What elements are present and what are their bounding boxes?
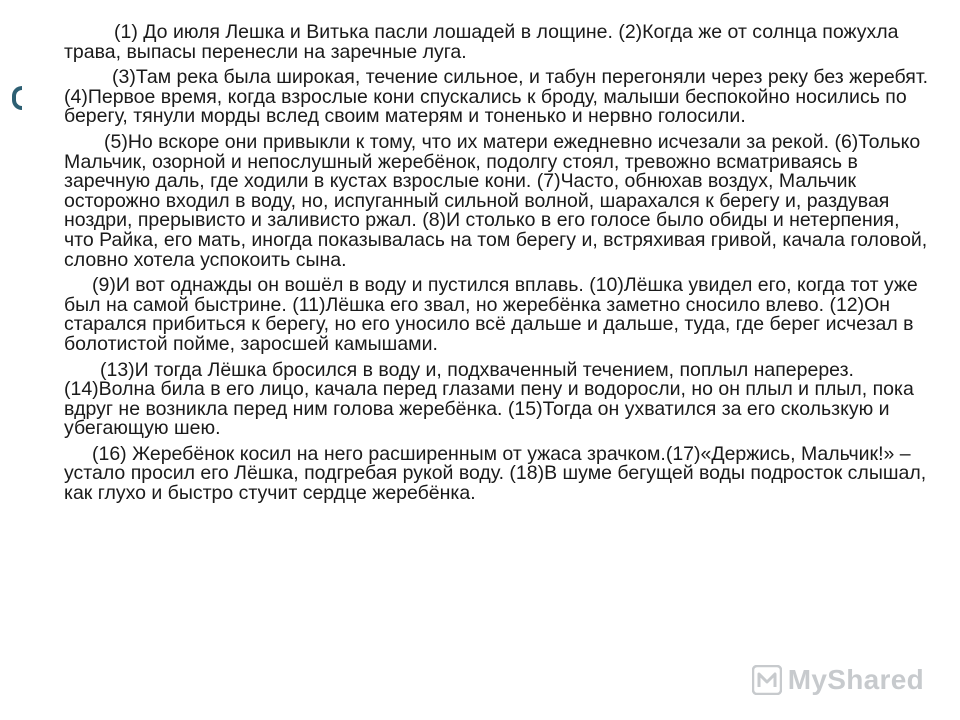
paragraph-6: (16) Жеребёнок косил на него расширенным от ужаса зрачком.(17)«Держись, Мальчик!» – устало просил его Лёшка, подгребая рукой воду. (18)В шуме бегущей воды подросток слышал, как глухо и быстро стучит сердце жеребёнка. (64, 442, 927, 505)
paragraph-3: (5)Но вскоре они привыкли к тому, что их матери ежедневно исчезали за рекой. (6)Только Мальчик, озорной и непослушный жеребёнок, подолгу стоял, тревожно всматриваясь в заречную даль, где ходили в кустах взрослые кони. (7)Часто, обнюхав воздух, Мальчик осторожно входил в воду, но, испуганный сильной волной, шарахался к берегу и, раздувая ноздри, прерывисто и заливисто ржал. (8)И столько в его голосе было обиды и нетерпения, что Райка, его мать, иногда показывалась на том берегу и, встряхивая гривой, качала головой, словно хотела успокоить сына. (64, 130, 928, 271)
paragraph-5: (13)И тогда Лёшка бросился в воду и, подхваченный течением, поплыл наперерез. (14)Волна била в его лицо, качала перед глазами пену и водоросли, но он плыл и плыл, пока вдруг не возникла перед ним голова жеребёнка. (15)Тогда он ухватился за его скользкую и убегающую шею. (64, 358, 914, 440)
watermark (752, 664, 924, 696)
text-block (64, 20, 934, 504)
myshared-logo-icon (752, 665, 782, 695)
paragraph-1: (1) До июля Лешка и Витька пасли лошадей в лощине. (2)Когда же от солнца пожухла трава, выпасы перенесли на заречные луга. (64, 21, 899, 63)
paragraph-2: (3)Там река была широкая, течение сильное, и табун перегоняли через реку без жеребят. (4)Первое время, когда взрослые кони спускались к броду, малыши беспокойно носились по берегу, тянули морды вслед своим матерям и тоненько и нервно голосили. (64, 66, 929, 128)
watermark-text: MyShared (787, 664, 924, 695)
decorative-bracket-icon (12, 86, 22, 110)
paragraph-4: (9)И вот однажды он вошёл в воду и пустился вплавь. (10)Лёшка увидел его, когда тот уже был на самой быстрине. (11)Лёшка его звал, но жеребёнка заметно сносило влево. (12)Он старался прибиться к берегу, но его уносило всё дальше и дальше, туда, где берег исчезал в болотистой пойме, заросшей камышами. (64, 274, 918, 355)
